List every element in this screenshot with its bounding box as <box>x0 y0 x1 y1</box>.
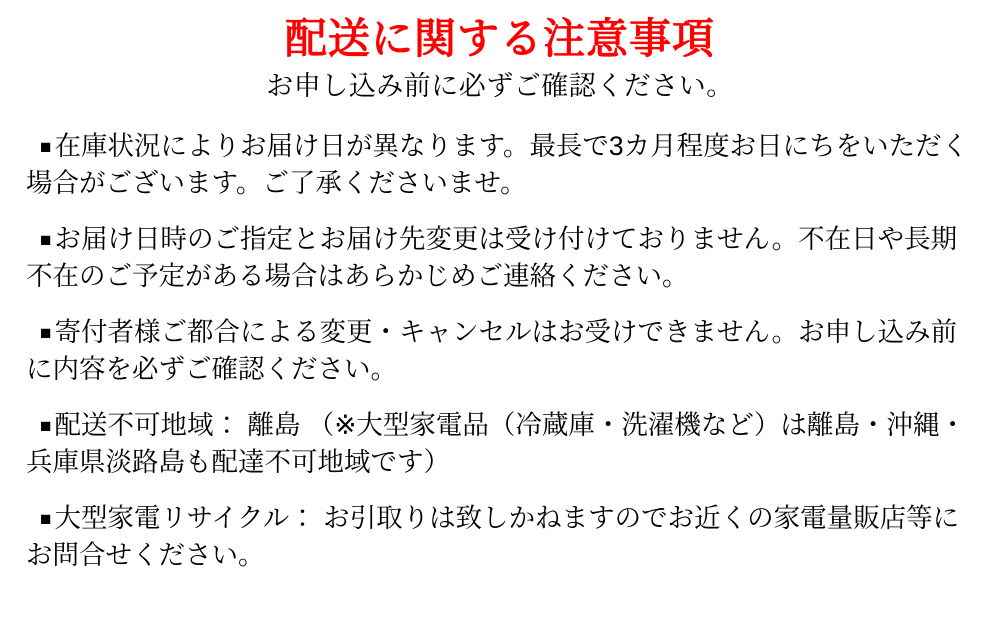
notice-item-text: 寄付者様ご都合による変更・キャンセルはお受けできません。お申し込み前に内容を必ずご確認ください。 <box>26 317 958 384</box>
square-bullet-icon: ■ <box>40 230 52 252</box>
notice-item <box>26 128 974 201</box>
notice-item <box>26 314 974 387</box>
notice-item <box>26 407 974 480</box>
square-bullet-icon: ■ <box>40 509 52 531</box>
page-title: 配送に関する注意事項 <box>284 15 715 62</box>
page-subtitle: お申し込み前に必ずご確認ください。 <box>266 70 734 101</box>
square-bullet-icon: ■ <box>40 136 52 158</box>
notice-item <box>26 221 974 294</box>
notice-item-text: お届け日時のご指定とお届け先変更は受け付けておりません。不在日や長期不在のご予定がある場合はあらかじめご連絡ください。 <box>26 224 958 291</box>
notice-item-text: 在庫状況によりお届け日が異なります。最長で3カ月程度お日にちをいただく場合がございます。ご了承くださいませ。 <box>26 130 969 198</box>
notice-item <box>26 500 974 573</box>
notice-list <box>26 128 974 574</box>
notice-item-text: 配送不可地域： 離島 （※大型家電品（冷蔵庫・洗濯機など）は離島・沖縄・兵庫県淡路島も配達不可地域です） <box>26 410 966 477</box>
square-bullet-icon: ■ <box>40 416 52 438</box>
notice-item-text: 大型家電リサイクル： お引取りは致しかねますのでお近くの家電量販店等にお問合せください。 <box>26 503 960 570</box>
square-bullet-icon: ■ <box>40 323 52 345</box>
